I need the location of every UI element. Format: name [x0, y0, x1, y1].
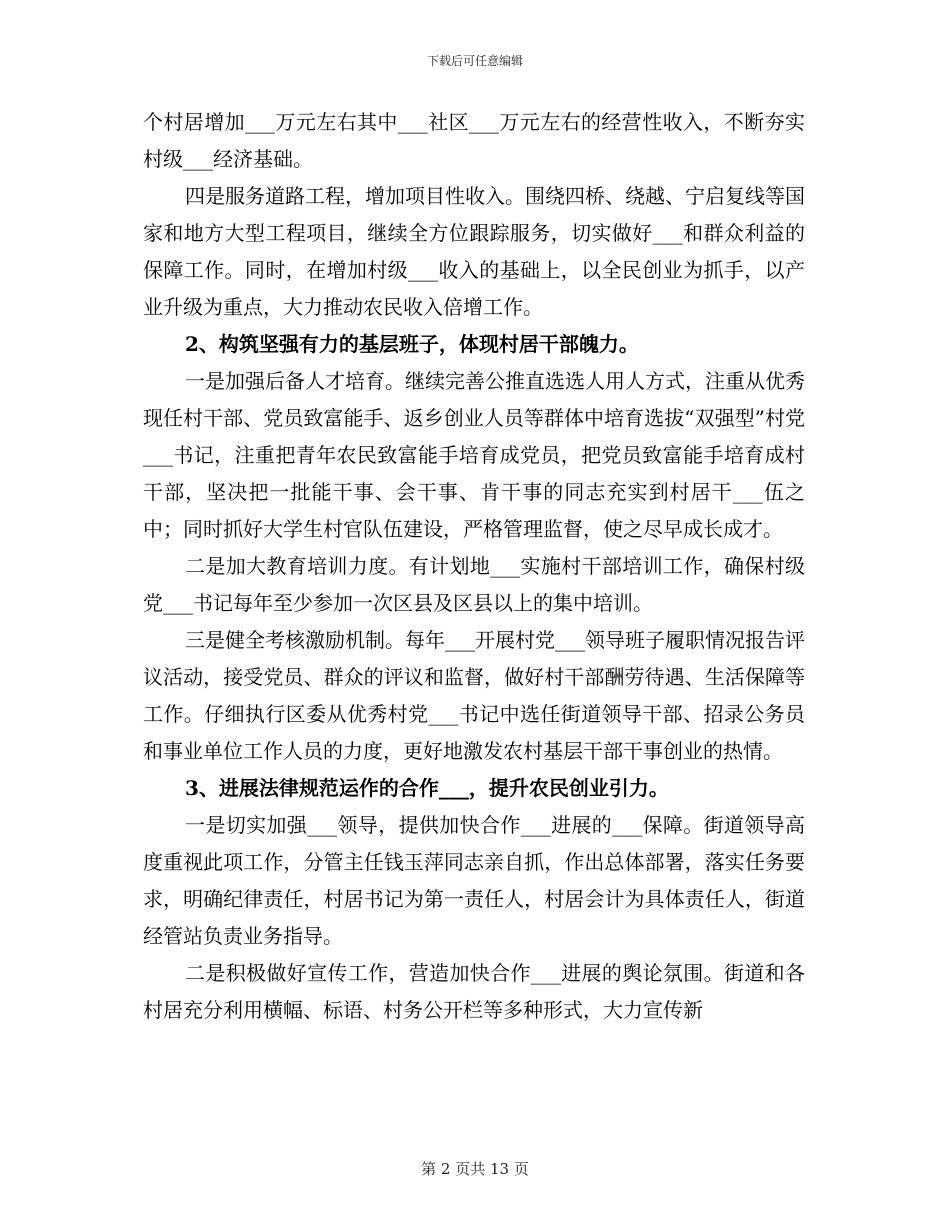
paragraph-7: 二是积极做好宣传工作，营造加快合作___进展的舆论氛围。街道和各村居充分利用横幅、标语、村务公开栏等多种形式，大力宣传新 [143, 961, 805, 1022]
page-header: 下载后可任意编辑 [426, 54, 523, 68]
paragraph-5: 三是健全考核激励机制。每年___开展村党___领导班子履职情况报告评议活动，接受党员、群众的评议和监督，做好村干部酬劳待遇、生活保障等工作。仔细执行区委从优秀村党___书记中选任街道领导干部、招录公务员和事业单位工作人员的力度，更好地激发农村基层干部干事创业的热情。 [143, 628, 805, 763]
paragraph-4: 二是加大教育培训力度。有计划地___实施村干部培训工作，确保村级党___书记每年至少参加一次区县及区县以上的集中培训。 [143, 554, 805, 615]
paragraph-1: 个村居增加___万元左右其中___社区___万元左右的经营性收入，不断夯实村级___经济基础。 [143, 110, 805, 171]
paragraph-2: 四是服务道路工程，增加项目性收入。围绕四桥、绕越、宁启复线等国家和地方大型工程项目，继续全方位跟踪服务，切实做好___和群众利益的保障工作。同时，在增加村级___收入的基础上，以全民创业为抓手，以产业升级为重点，大力推动农民收入倍增工作。 [143, 184, 805, 319]
section-heading-3: 3、进展法律规范运作的合作___，提升农民创业引力。 [185, 776, 669, 800]
paragraph-6: 一是切实加强___领导，提供加快合作___进展的___保障。街道领导高度重视此项工作，分管主任钱玉萍同志亲自抓，作出总体部署，落实任务要求，明确纪律责任，村居书记为第一责任人，村居会计为具体责任人，街道经管站负责业务指导。 [143, 813, 805, 948]
page-footer: 第 2 页共 13 页 [421, 1160, 529, 1178]
document-body [143, 104, 805, 1029]
section-heading-2: 2、构筑坚强有力的基层班子，体现村居干部魄力。 [185, 332, 639, 356]
paragraph-3: 一是加强后备人才培育。继续完善公推直选选人用人方式，注重从优秀现任村干部、党员致富能手、返乡创业人员等群体中培育选拔“双强型”村党___书记，注重把青年农民致富能手培育成党员，把党员致富能手培育成村干部，坚决把一批能干事、会干事、肯干事的同志充实到村居干___伍之中；同时抓好大学生村官队伍建设，严格管理监督，使之尽早成长成才。 [143, 369, 805, 541]
